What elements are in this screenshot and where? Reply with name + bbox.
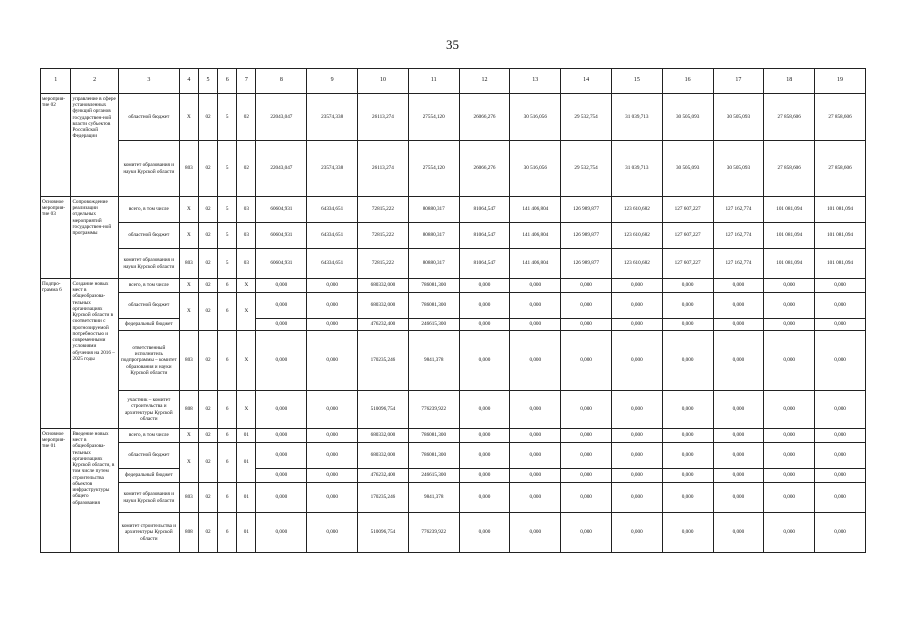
value-cell: 0,000 xyxy=(510,513,561,553)
code-cell: 02 xyxy=(237,141,256,197)
column-number-header: 4 xyxy=(179,69,198,94)
budget-table xyxy=(40,68,866,553)
value-cell: 0,000 xyxy=(510,331,561,391)
column-number-row xyxy=(41,69,866,94)
value-cell: 0,000 xyxy=(611,391,662,429)
column-number-header: 6 xyxy=(218,69,237,94)
value-cell: 72815,222 xyxy=(358,223,409,249)
value-cell: 0,000 xyxy=(764,443,815,469)
value-cell: 0,000 xyxy=(307,391,358,429)
value-cell: 0,000 xyxy=(510,391,561,429)
code-cell: 02 xyxy=(198,331,217,391)
value-cell: 31 039,713 xyxy=(611,94,662,141)
table-row xyxy=(41,469,866,483)
value-cell: 127 607,227 xyxy=(662,223,713,249)
value-cell: 246615,300 xyxy=(408,319,459,331)
value-cell: 510096,754 xyxy=(358,391,409,429)
value-cell: 0,000 xyxy=(561,443,612,469)
value-cell: 0,000 xyxy=(307,293,358,319)
code-cell: 6 xyxy=(218,331,237,391)
table-row xyxy=(41,319,866,331)
value-cell: 680332,000 xyxy=(358,429,409,443)
value-cell: 27 858,606 xyxy=(815,94,866,141)
value-cell: 26113,274 xyxy=(358,94,409,141)
code-cell: 03 xyxy=(237,223,256,249)
value-cell: 0,000 xyxy=(256,443,307,469)
value-cell: 0,000 xyxy=(815,513,866,553)
code-cell: 5 xyxy=(218,94,237,141)
table-row xyxy=(41,331,866,391)
value-cell: 0,000 xyxy=(561,319,612,331)
value-cell: 0,000 xyxy=(561,293,612,319)
code-cell: 02 xyxy=(198,513,217,553)
value-cell: 680332,000 xyxy=(358,293,409,319)
value-cell: 127 162,774 xyxy=(713,223,764,249)
code-cell: 5 xyxy=(218,197,237,223)
code-cell: 6 xyxy=(218,443,237,483)
value-cell: 127 162,774 xyxy=(713,197,764,223)
code-cell: 803 xyxy=(179,249,198,279)
value-cell: 476232,400 xyxy=(358,319,409,331)
value-cell: 0,000 xyxy=(713,469,764,483)
table-row xyxy=(41,141,866,197)
code-cell: 6 xyxy=(218,483,237,513)
value-cell: 0,000 xyxy=(561,331,612,391)
column-number-header: 3 xyxy=(118,69,179,94)
value-cell: 0,000 xyxy=(256,319,307,331)
code-cell: Х xyxy=(179,223,198,249)
name-cell: Создание новых мест в общеобразова-тельных организациях Курской области в соответствии с прогнозируемой потребностью и современными условиями обучения на 2016 – 2025 годы xyxy=(71,279,118,429)
value-cell: 72815,222 xyxy=(358,249,409,279)
value-cell: 30 516,056 xyxy=(510,141,561,197)
value-cell: 0,000 xyxy=(561,279,612,293)
source-cell: областной бюджет xyxy=(118,443,179,469)
code-cell: 02 xyxy=(198,443,217,483)
code-cell: Х xyxy=(237,279,256,293)
value-cell: 0,000 xyxy=(815,391,866,429)
code-cell: 6 xyxy=(218,293,237,331)
value-cell: 30 505,093 xyxy=(662,141,713,197)
status-cell: мероприя-тие 02 xyxy=(41,94,71,197)
value-cell: 0,000 xyxy=(611,331,662,391)
source-cell: всего, в том числе xyxy=(118,197,179,223)
value-cell: 0,000 xyxy=(611,513,662,553)
value-cell: 0,000 xyxy=(662,483,713,513)
value-cell: 0,000 xyxy=(713,513,764,553)
value-cell: 27554,120 xyxy=(408,94,459,141)
value-cell: 0,000 xyxy=(307,331,358,391)
value-cell: 0,000 xyxy=(713,319,764,331)
value-cell: 81064,547 xyxy=(459,223,510,249)
value-cell: 0,000 xyxy=(611,293,662,319)
code-cell: 803 xyxy=(179,141,198,197)
source-cell: комитет образования и науки Курской области xyxy=(118,141,179,197)
value-cell: 123 610,682 xyxy=(611,223,662,249)
value-cell: 0,000 xyxy=(662,293,713,319)
value-cell: 80880,317 xyxy=(408,223,459,249)
value-cell: 0,000 xyxy=(459,391,510,429)
column-number-header: 15 xyxy=(611,69,662,94)
value-cell: 170235,246 xyxy=(358,331,409,391)
name-cell: управление в сфере установленных функций органов государствен-ной власти субъектов Российской Федерации xyxy=(71,94,118,197)
value-cell: 101 081,094 xyxy=(815,249,866,279)
source-cell: комитет строительства и архитектуры Курской области xyxy=(118,513,179,553)
source-cell: всего, в том числе xyxy=(118,279,179,293)
value-cell: 0,000 xyxy=(662,429,713,443)
source-cell: всего, в том числе xyxy=(118,429,179,443)
value-cell: 0,000 xyxy=(662,443,713,469)
code-cell: 02 xyxy=(198,94,217,141)
value-cell: 0,000 xyxy=(662,279,713,293)
value-cell: 0,000 xyxy=(662,513,713,553)
value-cell: 0,000 xyxy=(764,293,815,319)
value-cell: 776239,922 xyxy=(408,513,459,553)
value-cell: 0,000 xyxy=(459,443,510,469)
value-cell: 0,000 xyxy=(611,469,662,483)
value-cell: 64334,651 xyxy=(307,249,358,279)
code-cell: 808 xyxy=(179,513,198,553)
column-number-header: 5 xyxy=(198,69,217,94)
status-cell: Основное мероприя-тие 01 xyxy=(41,429,71,553)
code-cell: 5 xyxy=(218,141,237,197)
value-cell: 0,000 xyxy=(459,483,510,513)
value-cell: 786081,300 xyxy=(408,443,459,469)
source-cell: областной бюджет xyxy=(118,293,179,319)
value-cell: 0,000 xyxy=(510,483,561,513)
code-cell: Х xyxy=(237,331,256,391)
code-cell: Х xyxy=(179,429,198,443)
value-cell: 0,000 xyxy=(459,513,510,553)
status-cell: Подпро-грамма 6 xyxy=(41,279,71,429)
status-cell: Основное мероприя-тие 03 xyxy=(41,197,71,279)
value-cell: 26066,276 xyxy=(459,141,510,197)
value-cell: 170235,246 xyxy=(358,483,409,513)
value-cell: 0,000 xyxy=(561,513,612,553)
value-cell: 81064,547 xyxy=(459,197,510,223)
column-number-header: 2 xyxy=(71,69,118,94)
value-cell: 0,000 xyxy=(662,469,713,483)
value-cell: 0,000 xyxy=(459,319,510,331)
value-cell: 0,000 xyxy=(662,331,713,391)
value-cell: 0,000 xyxy=(764,319,815,331)
value-cell: 101 081,094 xyxy=(815,223,866,249)
table-row xyxy=(41,391,866,429)
value-cell: 246615,300 xyxy=(408,469,459,483)
code-cell: 01 xyxy=(237,513,256,553)
column-number-header: 8 xyxy=(256,69,307,94)
value-cell: 101 081,094 xyxy=(815,197,866,223)
value-cell: 27 858,606 xyxy=(764,94,815,141)
value-cell: 0,000 xyxy=(713,293,764,319)
code-cell: 03 xyxy=(237,249,256,279)
value-cell: 0,000 xyxy=(764,483,815,513)
value-cell: 0,000 xyxy=(459,293,510,319)
column-number-header: 7 xyxy=(237,69,256,94)
value-cell: 0,000 xyxy=(713,429,764,443)
value-cell: 0,000 xyxy=(561,469,612,483)
value-cell: 0,000 xyxy=(662,319,713,331)
value-cell: 123 610,682 xyxy=(611,249,662,279)
code-cell: 6 xyxy=(218,391,237,429)
code-cell: 02 xyxy=(198,391,217,429)
code-cell: Х xyxy=(179,197,198,223)
code-cell: 5 xyxy=(218,249,237,279)
column-number-header: 11 xyxy=(408,69,459,94)
table-row xyxy=(41,483,866,513)
value-cell: 0,000 xyxy=(764,331,815,391)
value-cell: 30 505,093 xyxy=(662,94,713,141)
value-cell: 0,000 xyxy=(815,429,866,443)
code-cell: 6 xyxy=(218,513,237,553)
code-cell: 02 xyxy=(198,249,217,279)
value-cell: 60604,931 xyxy=(256,197,307,223)
value-cell: 0,000 xyxy=(307,483,358,513)
value-cell: 0,000 xyxy=(764,469,815,483)
value-cell: 22043,047 xyxy=(256,141,307,197)
column-number-header: 1 xyxy=(41,69,71,94)
value-cell: 0,000 xyxy=(561,391,612,429)
value-cell: 0,000 xyxy=(256,293,307,319)
value-cell: 9841,378 xyxy=(408,331,459,391)
value-cell: 0,000 xyxy=(611,443,662,469)
code-cell: 803 xyxy=(179,483,198,513)
value-cell: 0,000 xyxy=(510,319,561,331)
code-cell: Х xyxy=(237,293,256,331)
value-cell: 0,000 xyxy=(307,469,358,483)
value-cell: 141 406,804 xyxy=(510,223,561,249)
value-cell: 26113,274 xyxy=(358,141,409,197)
value-cell: 101 081,094 xyxy=(764,197,815,223)
value-cell: 0,000 xyxy=(256,469,307,483)
code-cell: Х xyxy=(179,94,198,141)
value-cell: 0,000 xyxy=(713,391,764,429)
value-cell: 0,000 xyxy=(459,331,510,391)
code-cell: 6 xyxy=(218,279,237,293)
value-cell: 0,000 xyxy=(713,483,764,513)
source-cell: участник – комитет строительства и архитектуры Курской области xyxy=(118,391,179,429)
value-cell: 60604,931 xyxy=(256,223,307,249)
value-cell: 0,000 xyxy=(510,429,561,443)
source-cell: федеральный бюджет xyxy=(118,319,179,331)
code-cell: Х xyxy=(179,293,198,331)
code-cell: 6 xyxy=(218,429,237,443)
source-cell: ответственный исполнитель подпрограммы – комитет образования и науки Курской области xyxy=(118,331,179,391)
value-cell: 80880,317 xyxy=(408,197,459,223)
value-cell: 23574,338 xyxy=(307,94,358,141)
value-cell: 141 406,804 xyxy=(510,249,561,279)
table-row xyxy=(41,443,866,469)
column-number-header: 12 xyxy=(459,69,510,94)
value-cell: 30 516,056 xyxy=(510,94,561,141)
value-cell: 0,000 xyxy=(307,513,358,553)
value-cell: 0,000 xyxy=(611,429,662,443)
value-cell: 0,000 xyxy=(764,391,815,429)
value-cell: 0,000 xyxy=(256,429,307,443)
value-cell: 126 989,877 xyxy=(561,197,612,223)
value-cell: 101 081,094 xyxy=(764,249,815,279)
value-cell: 29 532,754 xyxy=(561,94,612,141)
value-cell: 0,000 xyxy=(256,391,307,429)
value-cell: 9841,378 xyxy=(408,483,459,513)
value-cell: 0,000 xyxy=(815,331,866,391)
table-body xyxy=(41,69,866,553)
column-number-header: 18 xyxy=(764,69,815,94)
value-cell: 0,000 xyxy=(459,429,510,443)
code-cell: 02 xyxy=(198,429,217,443)
column-number-header: 9 xyxy=(307,69,358,94)
value-cell: 141 406,804 xyxy=(510,197,561,223)
value-cell: 776239,922 xyxy=(408,391,459,429)
value-cell: 0,000 xyxy=(307,319,358,331)
value-cell: 126 989,877 xyxy=(561,249,612,279)
value-cell: 0,000 xyxy=(764,429,815,443)
column-number-header: 13 xyxy=(510,69,561,94)
value-cell: 0,000 xyxy=(561,429,612,443)
table-row xyxy=(41,279,866,293)
value-cell: 0,000 xyxy=(256,513,307,553)
table-row xyxy=(41,249,866,279)
value-cell: 23574,338 xyxy=(307,141,358,197)
value-cell: 0,000 xyxy=(307,429,358,443)
value-cell: 27 858,606 xyxy=(764,141,815,197)
value-cell: 81064,547 xyxy=(459,249,510,279)
code-cell: 5 xyxy=(218,223,237,249)
code-cell: 02 xyxy=(198,293,217,331)
table-row xyxy=(41,429,866,443)
code-cell: 02 xyxy=(198,483,217,513)
value-cell: 0,000 xyxy=(256,279,307,293)
value-cell: 476232,400 xyxy=(358,469,409,483)
value-cell: 0,000 xyxy=(815,293,866,319)
value-cell: 0,000 xyxy=(307,443,358,469)
value-cell: 786081,300 xyxy=(408,429,459,443)
page-number: 35 xyxy=(446,37,459,52)
value-cell: 0,000 xyxy=(815,319,866,331)
value-cell: 0,000 xyxy=(561,483,612,513)
code-cell: Х xyxy=(179,443,198,483)
value-cell: 29 532,754 xyxy=(561,141,612,197)
table-row xyxy=(41,94,866,141)
code-cell: 01 xyxy=(237,429,256,443)
value-cell: 0,000 xyxy=(815,483,866,513)
value-cell: 0,000 xyxy=(510,279,561,293)
value-cell: 26066,276 xyxy=(459,94,510,141)
table-row xyxy=(41,197,866,223)
column-number-header: 10 xyxy=(358,69,409,94)
value-cell: 30 505,093 xyxy=(713,141,764,197)
value-cell: 0,000 xyxy=(815,279,866,293)
column-number-header: 19 xyxy=(815,69,866,94)
code-cell: 02 xyxy=(198,141,217,197)
code-cell: Х xyxy=(237,391,256,429)
value-cell: 0,000 xyxy=(764,513,815,553)
source-cell: областной бюджет xyxy=(118,223,179,249)
value-cell: 0,000 xyxy=(510,443,561,469)
value-cell: 0,000 xyxy=(815,469,866,483)
name-cell: Введение новых мест в общеобразова-тельных организациях Курской области, в том числе путем строительства объектов инфраструктуры общего образования xyxy=(71,429,118,553)
source-cell: комитет образования и науки Курской области xyxy=(118,249,179,279)
source-cell: областной бюджет xyxy=(118,94,179,141)
value-cell: 680332,000 xyxy=(358,279,409,293)
code-cell: 803 xyxy=(179,331,198,391)
table-row xyxy=(41,223,866,249)
value-cell: 127 607,227 xyxy=(662,197,713,223)
source-cell: федеральный бюджет xyxy=(118,469,179,483)
source-cell: комитет образования и науки Курской области xyxy=(118,483,179,513)
value-cell: 0,000 xyxy=(307,279,358,293)
value-cell: 80880,317 xyxy=(408,249,459,279)
code-cell: 03 xyxy=(237,197,256,223)
name-cell: Сопровождение реализации отдельных мероприятий государствен-ной программы xyxy=(71,197,118,279)
value-cell: 30 505,093 xyxy=(713,94,764,141)
value-cell: 0,000 xyxy=(256,483,307,513)
value-cell: 510096,754 xyxy=(358,513,409,553)
column-number-header: 16 xyxy=(662,69,713,94)
column-number-header: 17 xyxy=(713,69,764,94)
value-cell: 786081,300 xyxy=(408,279,459,293)
value-cell: 22043,047 xyxy=(256,94,307,141)
value-cell: 0,000 xyxy=(611,279,662,293)
value-cell: 31 039,713 xyxy=(611,141,662,197)
value-cell: 127 607,227 xyxy=(662,249,713,279)
code-cell: Х xyxy=(179,279,198,293)
value-cell: 0,000 xyxy=(510,293,561,319)
value-cell: 786081,300 xyxy=(408,293,459,319)
value-cell: 680332,000 xyxy=(358,443,409,469)
table-row xyxy=(41,513,866,553)
value-cell: 126 989,877 xyxy=(561,223,612,249)
value-cell: 0,000 xyxy=(764,279,815,293)
value-cell: 0,000 xyxy=(459,469,510,483)
value-cell: 27 858,606 xyxy=(815,141,866,197)
column-number-header: 14 xyxy=(561,69,612,94)
value-cell: 0,000 xyxy=(611,319,662,331)
code-cell: 02 xyxy=(237,94,256,141)
value-cell: 64334,651 xyxy=(307,197,358,223)
code-cell: 02 xyxy=(198,223,217,249)
code-cell: 808 xyxy=(179,391,198,429)
table-row xyxy=(41,293,866,319)
value-cell: 0,000 xyxy=(713,443,764,469)
value-cell: 127 162,774 xyxy=(713,249,764,279)
value-cell: 64334,651 xyxy=(307,223,358,249)
value-cell: 0,000 xyxy=(713,279,764,293)
code-cell: 02 xyxy=(198,197,217,223)
value-cell: 27554,120 xyxy=(408,141,459,197)
value-cell: 0,000 xyxy=(459,279,510,293)
code-cell: 02 xyxy=(198,279,217,293)
code-cell: 01 xyxy=(237,483,256,513)
value-cell: 72815,222 xyxy=(358,197,409,223)
value-cell: 0,000 xyxy=(815,443,866,469)
value-cell: 0,000 xyxy=(662,391,713,429)
value-cell: 0,000 xyxy=(510,469,561,483)
value-cell: 101 081,094 xyxy=(764,223,815,249)
value-cell: 0,000 xyxy=(256,331,307,391)
value-cell: 0,000 xyxy=(611,483,662,513)
value-cell: 60604,931 xyxy=(256,249,307,279)
value-cell: 0,000 xyxy=(713,331,764,391)
value-cell: 123 610,682 xyxy=(611,197,662,223)
code-cell: 01 xyxy=(237,443,256,483)
